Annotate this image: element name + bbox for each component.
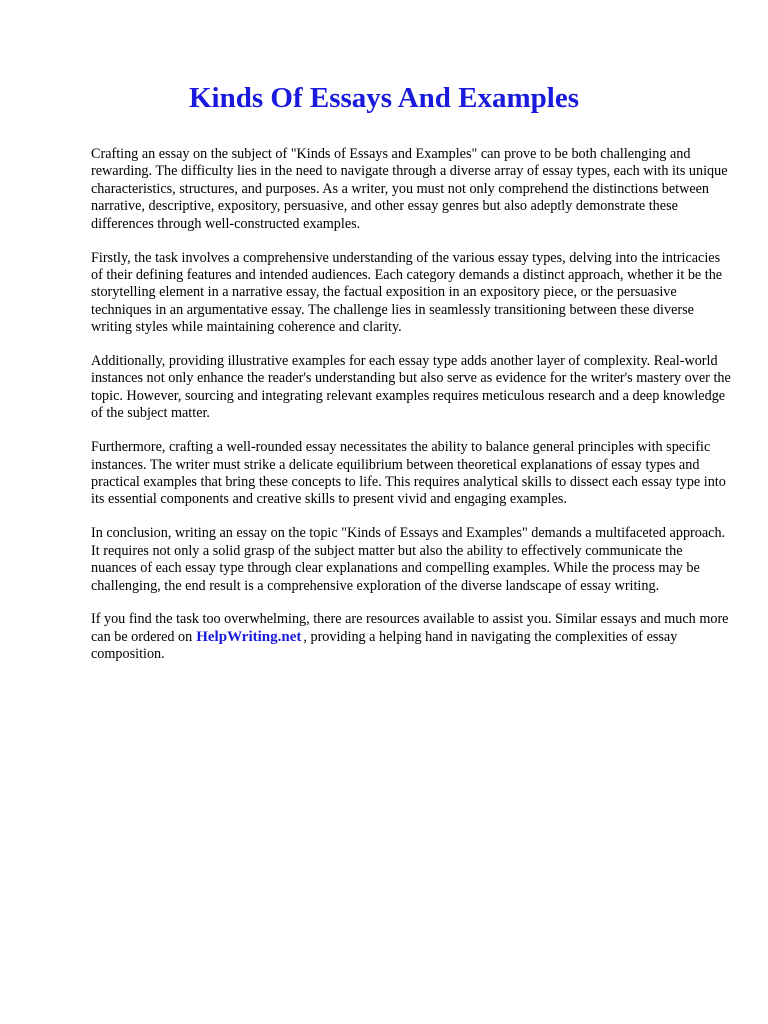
paragraph-conclusion: In conclusion, writing an essay on the topic "Kinds of Essays and Examples" demands a multifaceted approach. It requires not only a solid grasp of the subject matter but also the ability to effectively communicate the nuances of each essay type through clear explanations and compelling examples. While the process may be challenging, the end result is a comprehensive exploration of the diverse landscape of essay writing.: [91, 525, 726, 594]
document-body: [91, 146, 731, 680]
final-text-after-link: , providing a helping hand in navigating the complexities of essay composition.: [91, 628, 678, 663]
paragraph-additionally: Additionally, providing illustrative examples for each essay type adds another layer of complexity. Real-world instances not only enhance the reader's understanding but also serve as evidence for the writer's mastery over the topic. However, sourcing and integrating relevant examples requires meticulous research and a deep knowledge of the subject matter.: [91, 353, 731, 422]
final-text-before-link: If you find the task too overwhelming, there are resources available to assist you. Similar essays and much more can be ordered on: [91, 611, 729, 645]
paragraph-intro: Crafting an essay on the subject of "Kinds of Essays and Examples" can prove to be both challenging and rewarding. The difficulty lies in the need to navigate through a diverse array of essay types, each with its unique characteristics, structures, and purposes. As a writer, you must not only comprehend the distinctions between narrative, descriptive, expository, persuasive, and other essay genres but also adeptly demonstrate these differences through well-constructed examples.: [91, 146, 728, 232]
helpwriting-link[interactable]: HelpWriting.net: [196, 628, 302, 645]
paragraph-firstly: Firstly, the task involves a comprehensive understanding of the various essay types, delving into the intricacies of their defining features and intended audiences. Each category demands a distinct approach, whether it be the storytelling element in a narrative essay, the factual exposition in an expository piece, or the persuasive techniques in an argumentative essay. The challenge lies in seamlessly transitioning between these diverse writing styles while maintaining coherence and clarity.: [91, 249, 723, 336]
paragraph-furthermore: Furthermore, crafting a well-rounded essay necessitates the ability to balance general principles with specific instances. The writer must strike a delicate equilibrium between theoretical explanations of essay types and practical examples that bring these concepts to life. This requires analytical skills to dissect each essay type into its essential components and creative skills to present vivid and engaging examples.: [91, 439, 726, 508]
paragraph-final: [91, 611, 731, 663]
document-title: Kinds Of Essays And Examples: [188, 82, 579, 114]
